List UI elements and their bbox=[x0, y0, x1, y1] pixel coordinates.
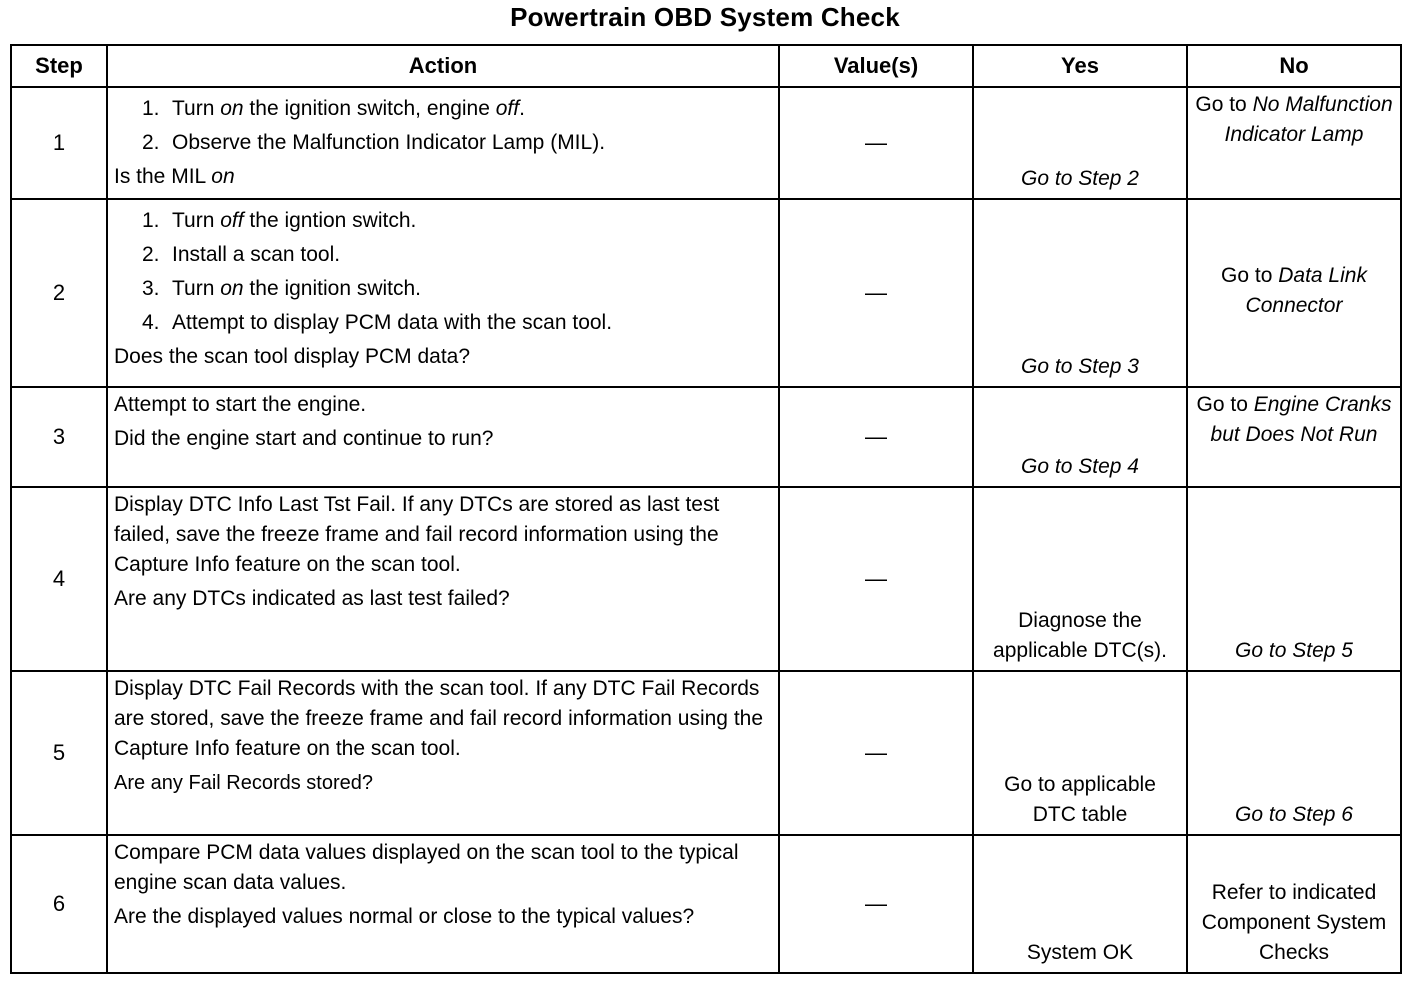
header-no: No bbox=[1187, 45, 1401, 87]
yes-cell: Go to applicable DTC table bbox=[973, 671, 1187, 835]
no-cell: Go to Step 5 bbox=[1187, 487, 1401, 671]
action-text: Compare PCM data values displayed on the scan tool to the typical engine scan data values. bbox=[114, 841, 739, 894]
header-yes: Yes bbox=[973, 45, 1187, 87]
step-number: 1 bbox=[11, 87, 107, 199]
no-cell: Refer to indicated Component System Checks bbox=[1187, 835, 1401, 973]
value-cell: — bbox=[779, 835, 973, 973]
value-cell: — bbox=[779, 487, 973, 671]
step-number: 3 bbox=[11, 387, 107, 487]
no-cell: Go to Engine Cranks but Does Not Run bbox=[1187, 387, 1401, 487]
yes-cell: Go to Step 2 bbox=[973, 87, 1187, 199]
action-cell bbox=[107, 199, 779, 387]
yes-cell: Diagnose the applicable DTC(s). bbox=[973, 487, 1187, 671]
step-number: 2 bbox=[11, 199, 107, 387]
page-title: Powertrain OBD System Check bbox=[510, 2, 900, 32]
table-row bbox=[11, 671, 1401, 835]
action-cell bbox=[107, 835, 779, 973]
substep-list bbox=[114, 206, 770, 338]
substep-item: 3. Turn on the ignition switch. bbox=[142, 277, 422, 300]
value-cell: — bbox=[779, 87, 973, 199]
action-text: Attempt to start the engine. bbox=[114, 393, 367, 416]
step-number: 5 bbox=[11, 671, 107, 835]
table-row bbox=[11, 87, 1401, 199]
obd-check-table bbox=[10, 44, 1402, 974]
header-action: Action bbox=[107, 45, 779, 87]
action-cell bbox=[107, 87, 779, 199]
action-text: Display DTC Info Last Tst Fail. If any DTCs are stored as last test failed, save the freeze frame and fail record information using the Capture Info feature on the scan tool. bbox=[114, 493, 720, 576]
substep-list bbox=[114, 94, 770, 158]
value-cell: — bbox=[779, 199, 973, 387]
substep-item: 2. Install a scan tool. bbox=[142, 243, 341, 266]
action-question: Does the scan tool display PCM data? bbox=[114, 345, 471, 368]
action-text: Display DTC Fail Records with the scan tool. If any DTC Fail Records are stored, save the freeze frame and fail record information using the Capture Info feature on the scan tool. bbox=[114, 677, 764, 760]
substep-item: 4. Attempt to display PCM data with the scan tool. bbox=[142, 311, 613, 334]
no-cell: Go to No Malfunction Indicator Lamp bbox=[1187, 87, 1401, 199]
substep-item: 1. Turn on the ignition switch, engine off. bbox=[142, 97, 525, 120]
table-row bbox=[11, 835, 1401, 973]
header-values: Value(s) bbox=[779, 45, 973, 87]
value-cell: — bbox=[779, 671, 973, 835]
action-question: Did the engine start and continue to run? bbox=[114, 427, 494, 450]
table-header-row bbox=[11, 45, 1401, 87]
no-cell: Go to Data Link Connector bbox=[1187, 199, 1401, 387]
header-step: Step bbox=[11, 45, 107, 87]
action-cell bbox=[107, 487, 779, 671]
action-cell bbox=[107, 387, 779, 487]
action-question: Are any DTCs indicated as last test failed? bbox=[114, 587, 510, 610]
action-question: Are any Fail Records stored? bbox=[114, 772, 374, 794]
substep-item: 1. Turn off the igntion switch. bbox=[142, 209, 417, 232]
yes-cell: Go to Step 4 bbox=[973, 387, 1187, 487]
table-row bbox=[11, 487, 1401, 671]
no-cell: Go to Step 6 bbox=[1187, 671, 1401, 835]
action-question: Are the displayed values normal or close to the typical values? bbox=[114, 905, 695, 928]
table-row bbox=[11, 387, 1401, 487]
action-question: Is the MIL on bbox=[114, 165, 235, 188]
table-row bbox=[11, 199, 1401, 387]
step-number: 6 bbox=[11, 835, 107, 973]
step-number: 4 bbox=[11, 487, 107, 671]
yes-cell: Go to Step 3 bbox=[973, 199, 1187, 387]
action-cell bbox=[107, 671, 779, 835]
value-cell: — bbox=[779, 387, 973, 487]
substep-item: 2. Observe the Malfunction Indicator Lamp (MIL). bbox=[142, 131, 606, 154]
yes-cell: System OK bbox=[973, 835, 1187, 973]
